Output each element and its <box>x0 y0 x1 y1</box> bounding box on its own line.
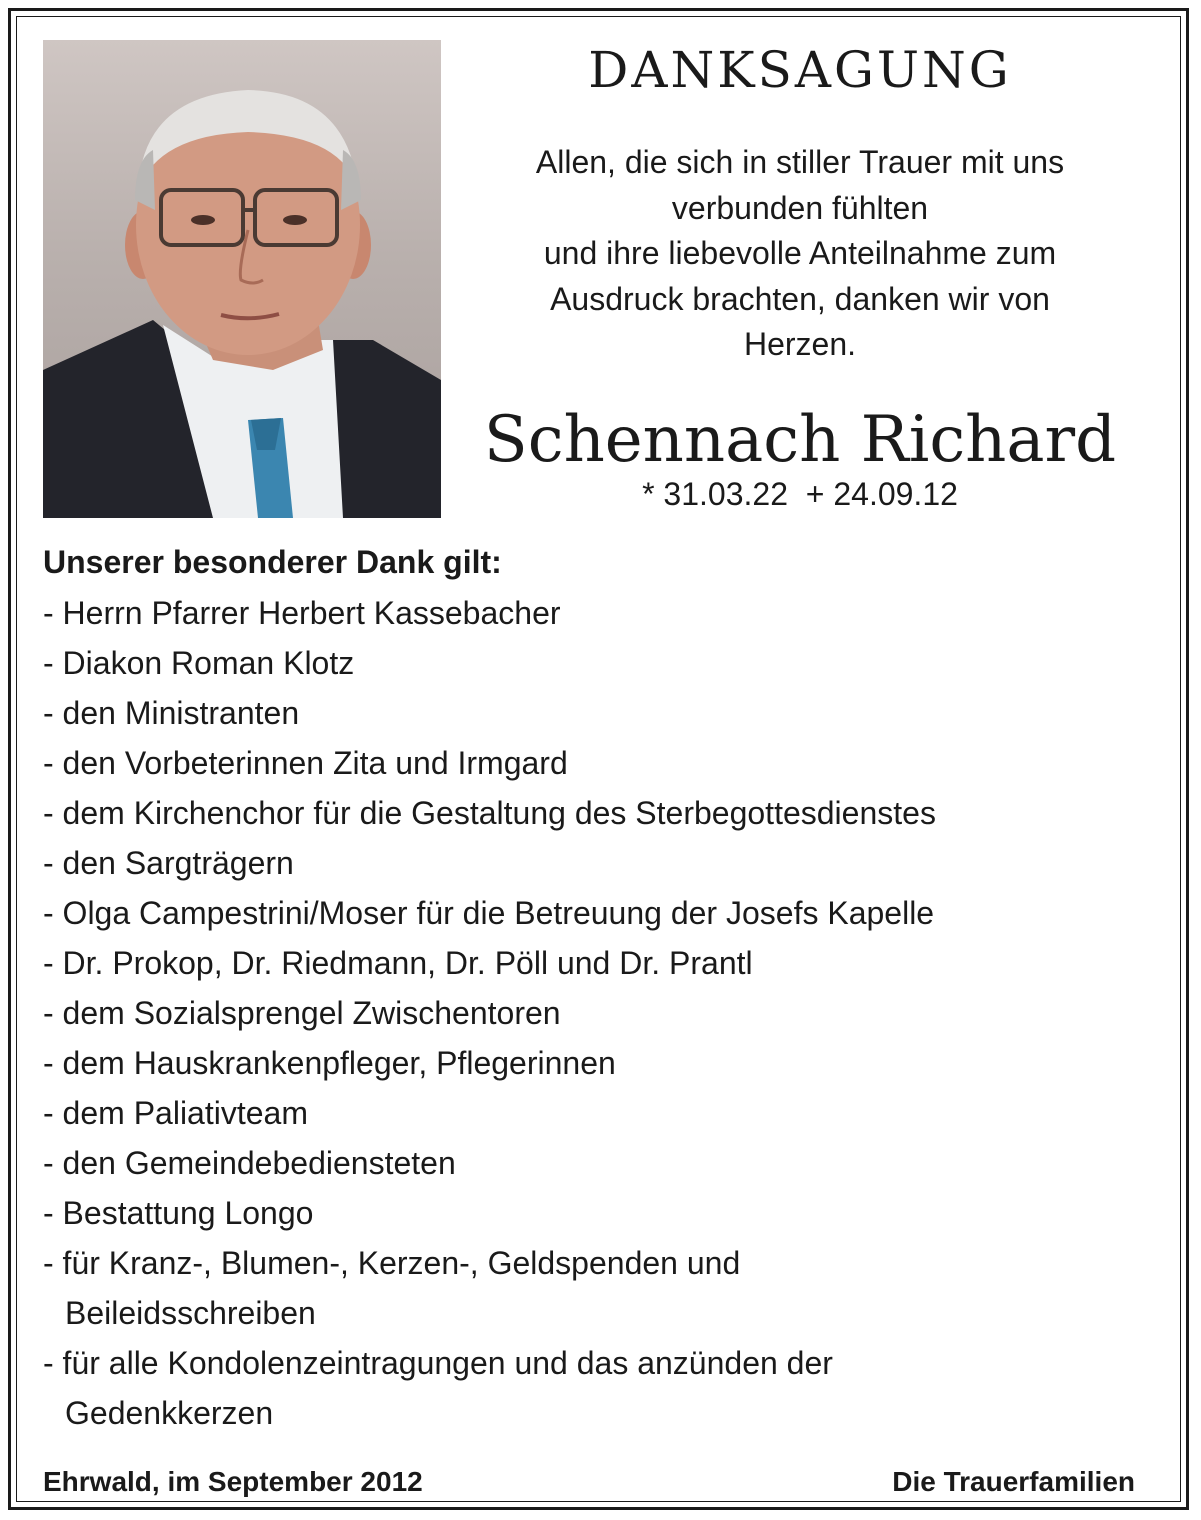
list-item: - den Gemeindebediensteten <box>43 1145 456 1181</box>
list-item: - den Sargträgern <box>43 845 294 881</box>
intro-line: Herzen. <box>743 326 857 362</box>
intro-line: verbunden fühlten <box>671 189 929 226</box>
thanks-heading: Unserer besonderer Dank gilt: <box>43 544 502 580</box>
intro-line: und ihre liebevolle Anteilnahme zum <box>543 235 1057 271</box>
list-item: - für Kranz-, Blumen-, Kerzen-, Geldspenden und Beileidsschreiben <box>43 1245 750 1331</box>
portrait-photo <box>43 40 441 518</box>
list-item: - dem Kirchenchor für die Gestaltung des Sterbegottesdienstes <box>43 795 936 831</box>
list-item: - den Vorbeterinnen Zita und Irmgard <box>43 745 568 781</box>
list-item: - dem Hauskrankenpfleger, Pflegerinnen <box>43 1045 616 1081</box>
list-item: - Diakon Roman Klotz <box>43 645 355 681</box>
list-item: - Bestattung Longo <box>43 1195 314 1231</box>
signature: Die Trauerfamilien <box>892 1466 1135 1497</box>
list-item: - dem Sozialsprengel Zwischentoren <box>43 995 561 1031</box>
deceased-name: Schennach Richard <box>483 403 1117 477</box>
thanks-list <box>43 588 1153 1438</box>
place-date: Ehrwald, im September 2012 <box>43 1466 423 1497</box>
deceased-dates: * 31.03.22 + 24.09.12 <box>642 476 958 512</box>
intro-line: Ausdruck brachten, danken wir von <box>550 280 1050 317</box>
list-item: - Dr. Prokop, Dr. Riedmann, Dr. Pöll und Dr. Prantl <box>43 945 753 981</box>
intro-text <box>470 140 1130 368</box>
list-item: - für alle Kondolenzeintragungen und das anzünden der Gedenkkerzen <box>43 1345 842 1431</box>
list-item: - den Ministranten <box>43 695 300 731</box>
list-item: - Olga Campestrini/Moser für die Betreuung der Josefs Kapelle <box>43 895 935 931</box>
intro-line: Allen, die sich in stiller Trauer mit uns <box>535 144 1065 180</box>
page-title: DANKSAGUNG <box>588 41 1012 99</box>
list-item: - Herrn Pfarrer Herbert Kassebacher <box>43 595 561 631</box>
list-item: - dem Paliativteam <box>43 1095 308 1131</box>
